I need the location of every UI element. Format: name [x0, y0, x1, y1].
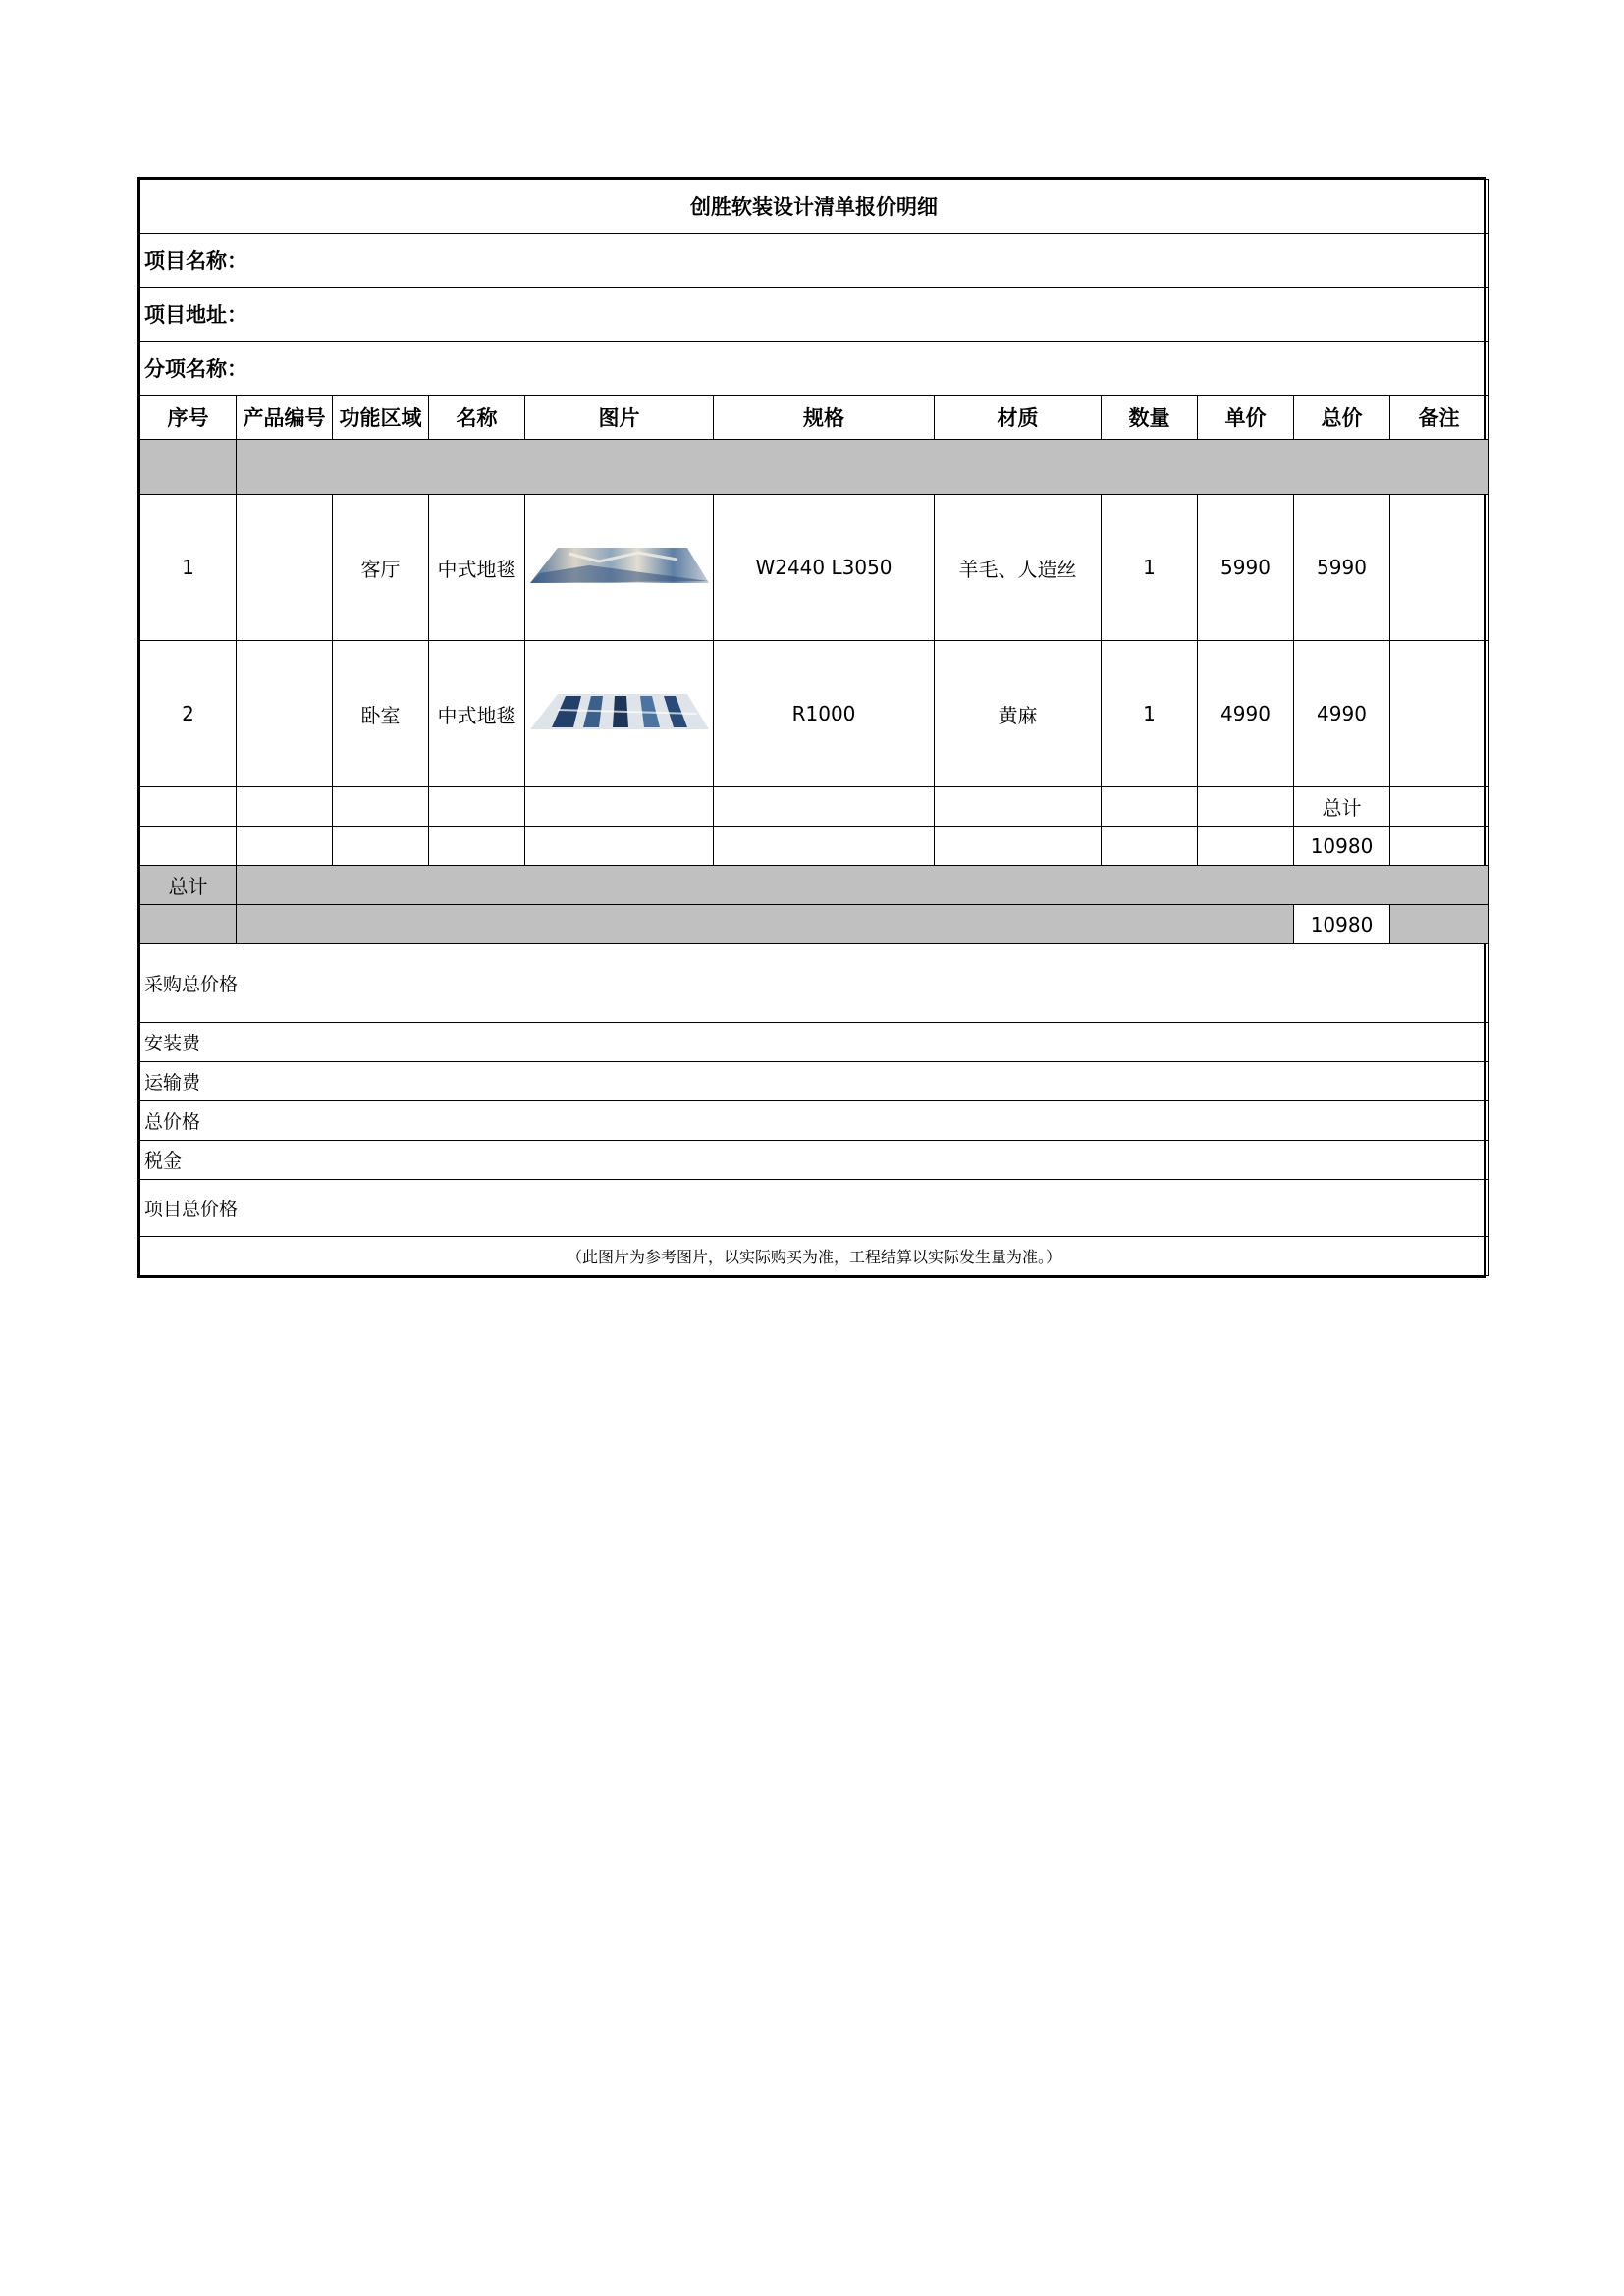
- table-row: [140, 495, 1489, 641]
- section-band: [140, 440, 1489, 495]
- header-area: 功能区域: [333, 396, 429, 440]
- header-name: 名称: [429, 396, 525, 440]
- footnote: （此图片为参考图片，以实际购买为准，工程结算以实际发生量为准。）: [140, 1237, 1489, 1276]
- total-price-label: 总价格: [140, 1101, 1489, 1141]
- project-name-field: 项目名称：: [140, 234, 1489, 288]
- tax-label: 税金: [140, 1141, 1489, 1180]
- item-area: 客厅: [333, 495, 429, 641]
- subtotal-value: 10980: [1294, 827, 1390, 866]
- quotation-sheet: [137, 177, 1486, 1278]
- grand-total-value: 10980: [1294, 905, 1390, 944]
- sub-item-name-field: 分项名称：: [140, 342, 1489, 396]
- subtotal-value-row: [140, 827, 1489, 866]
- header-quantity: 数量: [1102, 396, 1198, 440]
- item-material: 羊毛、人造丝: [935, 495, 1102, 641]
- grand-total-band: [140, 866, 1489, 905]
- shipping-fee-label: 运输费: [140, 1062, 1489, 1101]
- subtotal-label-row: [140, 787, 1489, 827]
- item-image: [525, 495, 714, 641]
- item-seq: 1: [140, 495, 237, 641]
- header-product-code: 产品编号: [237, 396, 333, 440]
- header-unit-price: 单价: [1198, 396, 1294, 440]
- header-image: 图片: [525, 396, 714, 440]
- quotation-table: [139, 179, 1489, 1276]
- header-seq: 序号: [140, 396, 237, 440]
- item-area: 卧室: [333, 641, 429, 787]
- grand-total-label: 总计: [140, 866, 237, 905]
- project-total-label: 项目总价格: [140, 1180, 1489, 1237]
- item-quantity: 1: [1102, 641, 1198, 787]
- item-image: [525, 641, 714, 787]
- column-headers: [140, 396, 1489, 440]
- item-spec: W2440 L3050: [714, 495, 935, 641]
- item-code: [237, 641, 333, 787]
- item-spec: R1000: [714, 641, 935, 787]
- grand-total-value-row: [140, 905, 1489, 944]
- item-unit-price: 5990: [1198, 495, 1294, 641]
- purchase-total-label: 采购总价格: [140, 944, 1489, 1023]
- install-fee-label: 安装费: [140, 1023, 1489, 1062]
- rug-thumbnail-2: [530, 690, 709, 733]
- header-total: 总价: [1294, 396, 1390, 440]
- item-seq: 2: [140, 641, 237, 787]
- item-total: 5990: [1294, 495, 1390, 641]
- item-name: 中式地毯: [429, 495, 525, 641]
- header-material: 材质: [935, 396, 1102, 440]
- item-quantity: 1: [1102, 495, 1198, 641]
- header-remark: 备注: [1390, 396, 1489, 440]
- item-material: 黄麻: [935, 641, 1102, 787]
- sheet-title: 创胜软装设计清单报价明细: [140, 180, 1489, 234]
- table-row: [140, 641, 1489, 787]
- item-total: 4990: [1294, 641, 1390, 787]
- section-band-cell: [140, 440, 237, 495]
- item-code: [237, 495, 333, 641]
- item-name: 中式地毯: [429, 641, 525, 787]
- section-band-title: [237, 440, 1489, 495]
- item-remark: [1390, 641, 1489, 787]
- header-spec: 规格: [714, 396, 935, 440]
- project-address-field: 项目地址：: [140, 288, 1489, 342]
- item-remark: [1390, 495, 1489, 641]
- subtotal-label: 总计: [1294, 787, 1390, 827]
- rug-thumbnail-1: [530, 544, 709, 587]
- item-unit-price: 4990: [1198, 641, 1294, 787]
